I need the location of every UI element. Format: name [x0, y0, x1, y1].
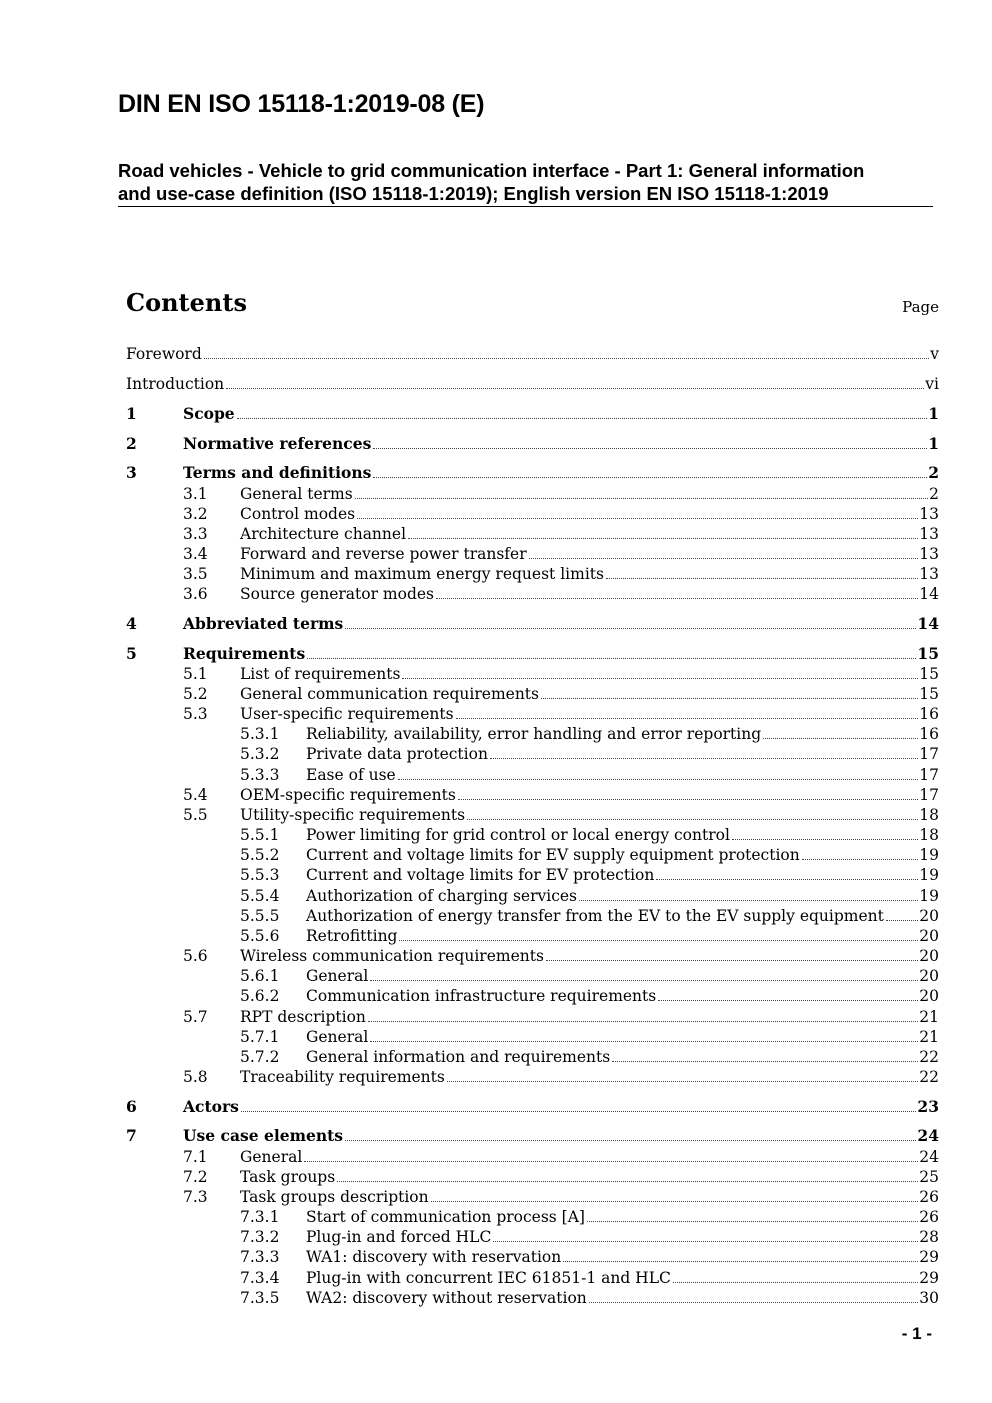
toc-entry-title: Foreword: [126, 345, 202, 363]
toc-entry-title: Authorization of energy transfer from the EV to the EV supply equipment: [306, 907, 884, 925]
toc-entry-title: Terms and definitions: [183, 463, 372, 482]
toc-entry-page: 21: [919, 1028, 939, 1046]
toc-entry[interactable]: [126, 805, 939, 825]
toc-entry-number: 3: [126, 463, 137, 482]
toc-entry-number: 5.5.5: [240, 907, 280, 925]
toc-entry-number: 5.6.2: [240, 987, 280, 1005]
toc-entry-page: 22: [919, 1068, 939, 1086]
toc-entry-number: 5: [126, 644, 137, 663]
toc-entry[interactable]: [126, 986, 939, 1006]
toc-entry[interactable]: [126, 1027, 939, 1047]
toc-entry[interactable]: [126, 744, 939, 764]
toc-entry-page: 2: [929, 485, 939, 503]
toc-dot-leader: [467, 819, 918, 820]
toc-dot-leader: [802, 859, 919, 860]
toc-entry-page: 1: [928, 434, 939, 453]
toc-entry-title: Task groups: [240, 1168, 336, 1186]
toc-entry-title: Task groups description: [240, 1188, 429, 1206]
toc-dot-leader: [368, 1021, 918, 1022]
toc-dot-leader: [546, 960, 918, 961]
toc-entry[interactable]: [126, 724, 939, 744]
page-column-label: Page: [902, 298, 939, 316]
toc-entry-number: 5.6.1: [240, 967, 280, 985]
toc-entry-title: Use case elements: [183, 1126, 343, 1145]
toc-entry-number: 5.5.3: [240, 866, 280, 884]
toc-entry-number: 7.1: [183, 1148, 208, 1166]
toc-entry-page: 13: [919, 525, 939, 543]
toc-entry-page: 17: [919, 766, 939, 784]
toc-entry-title: Actors: [183, 1097, 239, 1116]
toc-entry-title: List of requirements: [240, 665, 401, 683]
toc-entry-page: vi: [925, 375, 939, 393]
toc-dot-leader: [493, 1241, 918, 1242]
toc-entry-page: 29: [919, 1248, 939, 1266]
toc-dot-leader: [304, 1161, 918, 1162]
toc-entry-title: General: [240, 1148, 303, 1166]
toc-dot-leader: [587, 1221, 918, 1222]
toc-entry[interactable]: [126, 1047, 939, 1067]
toc-entry-title: Power limiting for grid control or local energy control: [306, 826, 730, 844]
toc-entry-page: 20: [919, 907, 939, 925]
toc-entry-title: Control modes: [240, 505, 356, 523]
toc-entry-title: Authorization of charging services: [306, 887, 578, 905]
toc-entry-number: 5.5.4: [240, 887, 280, 905]
toc-dot-leader: [658, 1000, 918, 1001]
toc-entry-page: 18: [919, 806, 939, 824]
toc-entry-title: Current and voltage limits for EV protection: [306, 866, 655, 884]
toc-entry-number: 3.6: [183, 585, 208, 603]
toc-entry-title: Architecture channel: [240, 525, 407, 543]
toc-entry-page: 14: [919, 585, 939, 603]
toc-entry-number: 3.1: [183, 485, 208, 503]
toc-entry-title: Reliability, availability, error handling and error reporting: [306, 725, 762, 743]
toc-entry-page: 19: [919, 866, 939, 884]
toc-dot-leader: [307, 658, 916, 659]
toc-entry-number: 7.3.3: [240, 1248, 280, 1266]
toc-entry-page: 25: [919, 1168, 939, 1186]
toc-dot-leader: [490, 758, 918, 759]
document-title-line-2: and use-case definition (ISO 15118-1:2019); English version EN ISO 15118-1:2019: [118, 183, 829, 204]
toc-dot-leader: [563, 1261, 918, 1262]
toc-dot-leader: [673, 1282, 918, 1283]
toc-entry-title: Current and voltage limits for EV supply equipment protection: [306, 846, 800, 864]
toc-entry-number: 5.3.2: [240, 745, 280, 763]
toc-entry[interactable]: [126, 1288, 939, 1308]
toc-dot-leader: [237, 418, 928, 419]
toc-entry-title: General communication requirements: [240, 685, 539, 703]
toc-entry-number: 5.7.1: [240, 1028, 280, 1046]
toc-dot-leader: [589, 1302, 919, 1303]
toc-dot-leader: [399, 940, 918, 941]
toc-entry[interactable]: [126, 1227, 939, 1247]
toc-entry-title: Abbreviated terms: [183, 614, 344, 633]
toc-entry[interactable]: [126, 886, 939, 906]
toc-dot-leader: [345, 1140, 916, 1141]
toc-dot-leader: [436, 598, 918, 599]
toc-entry[interactable]: [126, 404, 939, 424]
toc-dot-leader: [408, 538, 918, 539]
toc-entry-page: 14: [917, 614, 939, 633]
toc-entry-number: 7.3.4: [240, 1269, 280, 1287]
toc-entry-number: 2: [126, 434, 137, 453]
toc-entry-number: 5.2: [183, 685, 208, 703]
toc-entry-page: 24: [917, 1126, 939, 1145]
toc-entry-page: 13: [919, 545, 939, 563]
toc-dot-leader: [370, 1041, 918, 1042]
toc-entry[interactable]: [126, 1247, 939, 1267]
toc-entry-title: Minimum and maximum energy request limits: [240, 565, 604, 583]
toc-dot-leader: [373, 448, 927, 449]
toc-entry[interactable]: [126, 865, 939, 885]
toc-dot-leader: [373, 477, 927, 478]
toc-entry-page: 26: [919, 1188, 939, 1206]
toc-entry[interactable]: [126, 544, 939, 564]
toc-entry-page: 17: [919, 745, 939, 763]
toc-entry-title: Plug-in and forced HLC: [306, 1228, 492, 1246]
toc-entry-page: 19: [919, 887, 939, 905]
toc-entry-title: Communication infrastructure requirements: [306, 987, 657, 1005]
toc-entry[interactable]: [126, 765, 939, 785]
toc-entry-number: 3.5: [183, 565, 208, 583]
toc-entry-page: 2: [928, 463, 939, 482]
toc-entry-page: 30: [919, 1289, 939, 1307]
toc-entry-page: 23: [917, 1097, 939, 1116]
toc-entry-number: 5.3: [183, 705, 208, 723]
toc-entry[interactable]: [126, 845, 939, 865]
toc-entry[interactable]: [126, 664, 939, 684]
toc-entry-page: 19: [919, 846, 939, 864]
toc-dot-leader: [529, 558, 919, 559]
toc-dot-leader: [886, 920, 918, 921]
toc-entry[interactable]: [126, 1147, 939, 1167]
toc-dot-leader: [431, 1201, 919, 1202]
toc-entry-number: 5.3.1: [240, 725, 280, 743]
toc-dot-leader: [458, 799, 918, 800]
toc-dot-leader: [402, 678, 918, 679]
toc-entry[interactable]: [126, 946, 939, 966]
toc-entry[interactable]: [126, 434, 939, 454]
toc-entry-title: RPT description: [240, 1008, 366, 1026]
toc-entry[interactable]: [126, 564, 939, 584]
toc-dot-leader: [606, 578, 918, 579]
toc-dot-leader: [370, 980, 918, 981]
toc-entry[interactable]: [126, 1007, 939, 1027]
toc-dot-leader: [456, 718, 919, 719]
toc-entry-title: Normative references: [183, 434, 372, 453]
toc-entry-page: 15: [917, 644, 939, 663]
toc-dot-leader: [355, 498, 928, 499]
toc-entry-page: v: [930, 345, 939, 363]
toc-entry[interactable]: [126, 584, 939, 604]
toc-entry-page: 20: [919, 967, 939, 985]
toc-entry[interactable]: [126, 344, 939, 364]
toc-dot-leader: [732, 839, 918, 840]
toc-entry[interactable]: [126, 524, 939, 544]
toc-entry[interactable]: [126, 1126, 939, 1146]
table-of-contents: [126, 0, 939, 1403]
toc-dot-leader: [226, 388, 924, 389]
toc-entry-title: WA2: discovery without reservation: [306, 1289, 587, 1307]
toc-entry-number: 5.5.1: [240, 826, 280, 844]
toc-entry-page: 16: [919, 725, 939, 743]
toc-dot-leader: [447, 1081, 918, 1082]
toc-entry-page: 16: [919, 705, 939, 723]
toc-entry-title: Requirements: [183, 644, 306, 663]
toc-entry[interactable]: [126, 1097, 939, 1117]
toc-entry-number: 5.8: [183, 1068, 208, 1086]
toc-entry[interactable]: [126, 1187, 939, 1207]
toc-entry-number: 5.1: [183, 665, 208, 683]
toc-entry-number: 3.2: [183, 505, 208, 523]
toc-entry-title: Wireless communication requirements: [240, 947, 544, 965]
toc-entry-page: 22: [919, 1048, 939, 1066]
toc-entry-title: Start of communication process [A]: [306, 1208, 585, 1226]
toc-entry[interactable]: [126, 504, 939, 524]
toc-entry[interactable]: [126, 1167, 939, 1187]
toc-dot-leader: [204, 358, 929, 359]
toc-dot-leader: [656, 879, 918, 880]
toc-entry-number: 7: [126, 1126, 137, 1145]
toc-entry[interactable]: [126, 966, 939, 986]
toc-entry-page: 28: [919, 1228, 939, 1246]
toc-entry[interactable]: [126, 1207, 939, 1227]
toc-entry-title: Retrofitting: [306, 927, 398, 945]
toc-dot-leader: [357, 518, 918, 519]
toc-entry-page: 20: [919, 927, 939, 945]
toc-entry-title: Private data protection: [306, 745, 488, 763]
toc-entry-number: 5.5.6: [240, 927, 280, 945]
document-id: DIN EN ISO 15118-1:2019-08 (E): [118, 90, 485, 118]
toc-entry[interactable]: [126, 684, 939, 704]
toc-entry-number: 4: [126, 614, 137, 633]
toc-entry[interactable]: [126, 704, 939, 724]
toc-entry-number: 5.3.3: [240, 766, 280, 784]
toc-dot-leader: [398, 779, 919, 780]
toc-dot-leader: [579, 900, 918, 901]
toc-entry[interactable]: [126, 926, 939, 946]
toc-dot-leader: [763, 738, 918, 739]
toc-entry-title: General: [306, 1028, 369, 1046]
toc-entry-page: 17: [919, 786, 939, 804]
toc-entry-number: 7.3: [183, 1188, 208, 1206]
toc-entry-page: 21: [919, 1008, 939, 1026]
toc-entry-number: 5.7.2: [240, 1048, 280, 1066]
toc-entry-page: 1: [928, 404, 939, 423]
toc-entry-page: 20: [919, 987, 939, 1005]
toc-entry-number: 5.5.2: [240, 846, 280, 864]
toc-entry-title: Plug-in with concurrent IEC 61851-1 and HLC: [306, 1269, 671, 1287]
toc-dot-leader: [612, 1061, 918, 1062]
toc-entry-title: Ease of use: [306, 766, 396, 784]
document-title-line-1: Road vehicles - Vehicle to grid communication interface - Part 1: General information: [118, 160, 865, 181]
toc-entry-title: General terms: [240, 485, 353, 503]
toc-entry-number: 7.3.5: [240, 1289, 280, 1307]
toc-entry-page: 15: [919, 685, 939, 703]
toc-entry[interactable]: [126, 614, 939, 634]
toc-entry-title: Scope: [183, 404, 235, 423]
toc-entry-number: 3.4: [183, 545, 208, 563]
toc-entry-page: 24: [919, 1148, 939, 1166]
toc-dot-leader: [241, 1111, 917, 1112]
toc-entry-title: General information and requirements: [306, 1048, 611, 1066]
toc-entry-page: 29: [919, 1269, 939, 1287]
toc-dot-leader: [345, 628, 916, 629]
toc-entry-number: 1: [126, 404, 137, 423]
toc-entry[interactable]: [126, 785, 939, 805]
toc-entry-number: 5.6: [183, 947, 208, 965]
footer-page-number: - 1 -: [901, 1324, 932, 1343]
toc-entry-page: 26: [919, 1208, 939, 1226]
toc-entry[interactable]: [126, 1067, 939, 1087]
toc-entry-number: 5.5: [183, 806, 208, 824]
toc-entry-title: General: [306, 967, 369, 985]
toc-dot-leader: [337, 1181, 918, 1182]
toc-entry[interactable]: [126, 1268, 939, 1288]
toc-entry-title: Traceability requirements: [240, 1068, 445, 1086]
toc-entry-number: 6: [126, 1097, 137, 1116]
toc-entry-title: Source generator modes: [240, 585, 434, 603]
toc-entry-title: WA1: discovery with reservation: [306, 1248, 562, 1266]
toc-entry-title: OEM-specific requirements: [240, 786, 456, 804]
toc-entry[interactable]: [126, 463, 939, 483]
toc-entry-number: 5.7: [183, 1008, 208, 1026]
toc-entry[interactable]: [126, 825, 939, 845]
toc-entry-title: Forward and reverse power transfer: [240, 545, 527, 563]
toc-entry[interactable]: [126, 374, 939, 394]
toc-dot-leader: [541, 698, 918, 699]
toc-entry-title: Introduction: [126, 375, 225, 393]
toc-entry-page: 13: [919, 565, 939, 583]
toc-entry-page: 13: [919, 505, 939, 523]
toc-entry-number: 3.3: [183, 525, 208, 543]
contents-heading: Contents: [126, 288, 247, 317]
toc-entry-number: 7.3.2: [240, 1228, 280, 1246]
toc-entry[interactable]: [126, 906, 939, 926]
toc-entry-number: 7.2: [183, 1168, 208, 1186]
toc-entry-page: 15: [919, 665, 939, 683]
toc-entry-page: 18: [919, 826, 939, 844]
toc-entry-title: Utility-specific requirements: [240, 806, 466, 824]
toc-entry[interactable]: [126, 484, 939, 504]
toc-entry-page: 20: [919, 947, 939, 965]
toc-entry-number: 5.4: [183, 786, 208, 804]
toc-entry-number: 7.3.1: [240, 1208, 280, 1226]
toc-entry[interactable]: [126, 644, 939, 664]
toc-entry-title: User-specific requirements: [240, 705, 454, 723]
